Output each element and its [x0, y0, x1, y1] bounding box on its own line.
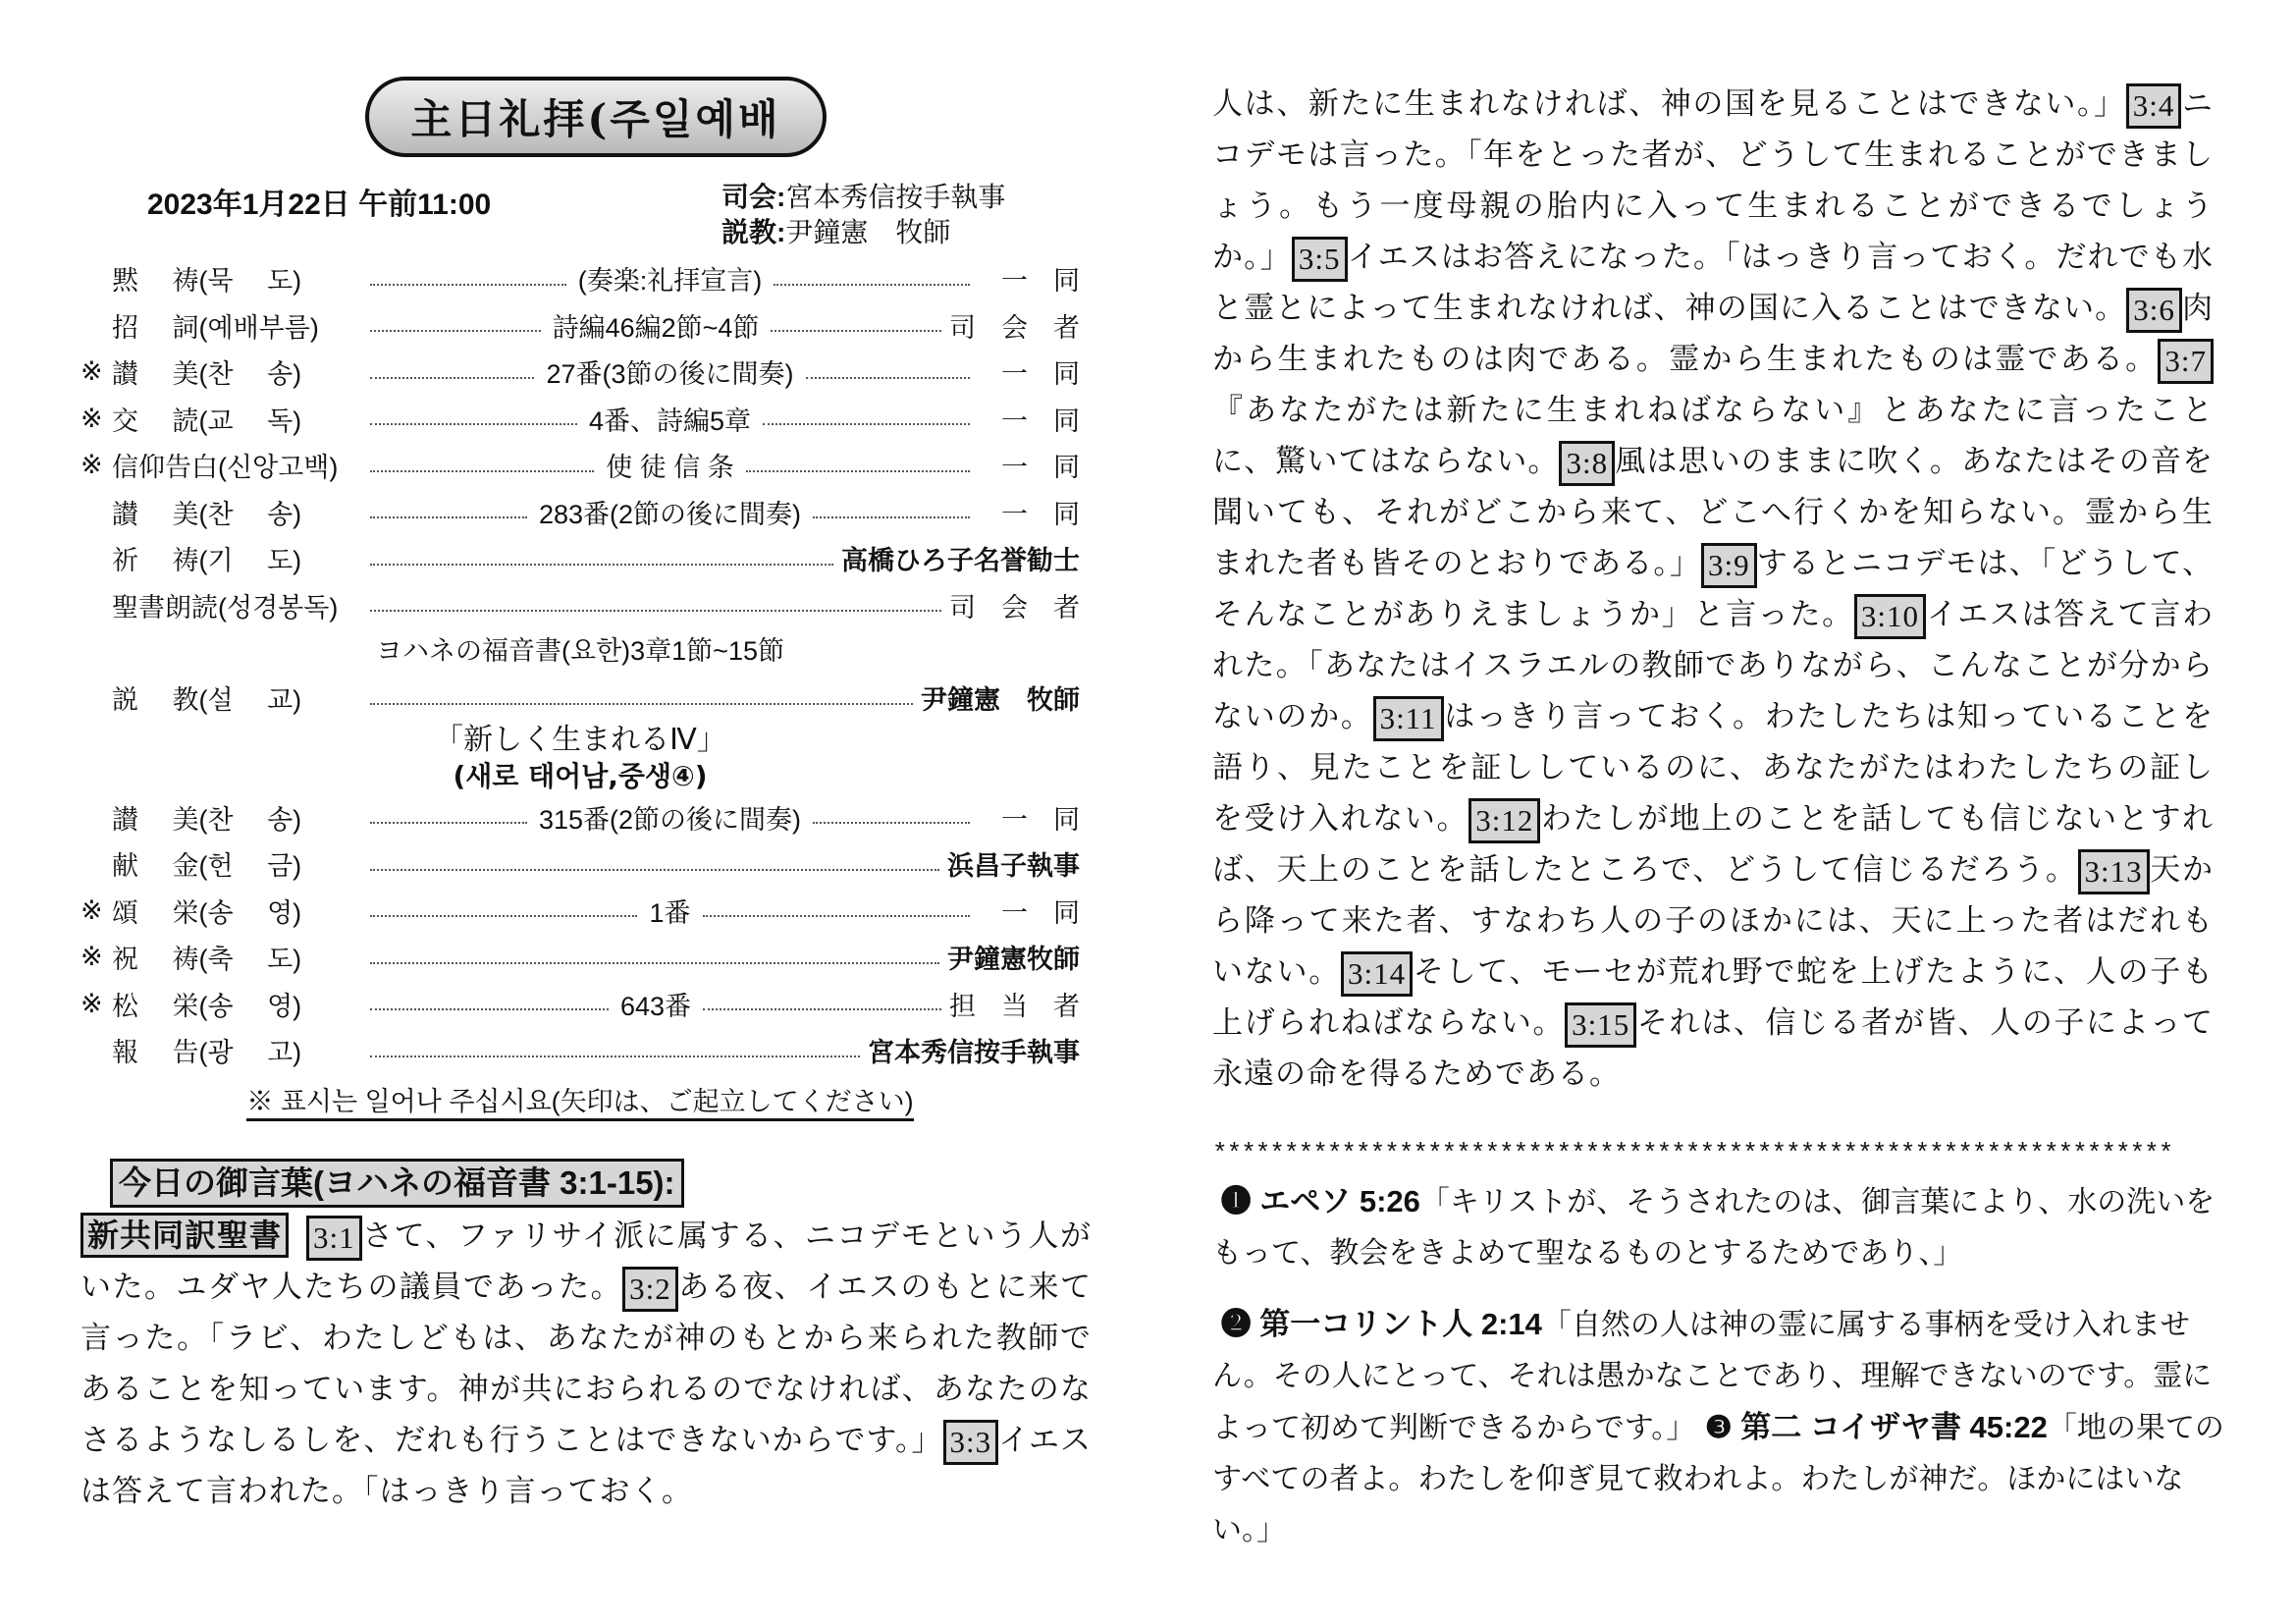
leader-dots — [370, 915, 637, 917]
reference-citation: エペソ 5:26 — [1259, 1184, 1420, 1218]
order-label: 交 読(교 독) — [112, 406, 302, 436]
stand-mark: ※ — [80, 988, 103, 1018]
leader-dots — [370, 423, 577, 425]
verse-text: そして、モーセが荒れ野で蛇を上げたように、人の子も上げられねばならない。 — [1212, 954, 2214, 1041]
order-sermon — [80, 675, 1080, 722]
reference-number: ❶ — [1212, 1184, 1260, 1218]
order-person: 一同 — [1001, 499, 1106, 529]
order-label: 報 告(광 고) — [112, 1038, 302, 1068]
verse-number: 3:4 — [2126, 83, 2182, 129]
order-item: 使 徒 信 条 — [606, 453, 734, 483]
reference-text: 「キリストが、そうされたのは、御言葉により、水の洗いをもって、教会をきよめて聖なるものとするためであり、」 — [1212, 1185, 2216, 1271]
leader-dots — [774, 284, 970, 286]
divider-stars: ******************************************************************* — [1212, 1139, 2173, 1168]
order-label: 祈 祷(기 도) — [112, 546, 302, 576]
verse-number: 3:15 — [1565, 1002, 1636, 1048]
bible-version-label: 新共同訳聖書 — [80, 1213, 289, 1258]
order-person: 一同 — [1001, 406, 1106, 436]
order-person: 高橋ひろ子名誉勧士 — [841, 546, 1080, 576]
verse-number: 3:5 — [1292, 237, 1348, 282]
leader-dots — [370, 962, 939, 964]
stand-mark: ※ — [80, 403, 103, 433]
verse-number: 3:10 — [1854, 594, 1926, 639]
order-row — [80, 934, 1080, 981]
standing-note: ※ 표시는 일어나 주십시요(矢印は、ご起立してください) — [80, 1080, 1080, 1118]
leader-dots — [813, 516, 970, 518]
verse-text: イエスはお答えになった。「はっきり言っておく。だれでも水と霊とによって生まれなければ、神の国に入ることはできない。 — [1212, 240, 2215, 326]
presider-name: 宮本秀信按手執事 — [785, 182, 1006, 212]
leader-dots — [370, 470, 594, 472]
reference-citation: 第一コリント人 2:14 — [1259, 1307, 1542, 1341]
leader-dots — [370, 610, 941, 612]
order-item: 1番 — [649, 897, 691, 928]
sermon-subtitle: (새로 태어남,중생④) — [453, 759, 708, 792]
stand-mark: ※ — [80, 942, 103, 972]
order-row — [80, 794, 1106, 841]
leader-dots — [370, 1056, 860, 1057]
verse-text: ニコデモは言った。「年をとった者が、どうして生まれることができましょう。もう一度母親の胎内に入って生まれることができるでしょうか。」 — [1212, 86, 2215, 275]
reference-text: 「地の果てのすべての者よ。わたしを仰ぎ見て救われよ。わたしが神だ。ほかにはいない。」 — [1212, 1411, 2224, 1547]
order-row — [80, 349, 1105, 396]
leader-dots — [370, 377, 534, 379]
order-label: 松 栄(송 영) — [112, 991, 302, 1021]
leader-dots — [746, 470, 970, 472]
scripture-right-column — [1212, 79, 2214, 1100]
verse-text: 天から降って来た者、すなわち人の子のほかには、天に上った者はだれもいない。 — [1212, 852, 2214, 990]
order-label: 招 詞(예배부름) — [112, 312, 319, 343]
verse-text: 『あなたがたは新たに生まれねばならない』とあなたに言ったことに、驚いてはならない。 — [1212, 393, 2214, 479]
order-label: 説 教(설 교) — [112, 685, 302, 716]
verse-text: さて、ファリサイ派に属する、ニコデモという人がいた。ユダヤ人たちの議員であった。 — [80, 1218, 1092, 1305]
verse-number: 3:13 — [2078, 849, 2150, 894]
verse-number: 3:2 — [622, 1267, 678, 1312]
order-person: 担当者 — [949, 991, 1105, 1021]
todays-word-heading: 今日の御言葉(ヨハネの福音書 3:1-15): — [110, 1159, 684, 1208]
order-label: 讃 美(찬 송) — [112, 359, 302, 390]
leader-dots — [370, 822, 527, 824]
leader-dots — [763, 423, 970, 425]
preacher-name: 尹鐘憲 牧師 — [785, 217, 951, 247]
order-row — [80, 981, 1105, 1028]
leader-dots — [370, 1008, 609, 1010]
order-item: 詩編46編2節~4節 — [552, 312, 760, 343]
order-label: 頌 栄(송 영) — [112, 897, 302, 928]
leader-dots — [370, 284, 566, 286]
order-label: 聖書朗読(성경봉독) — [112, 592, 339, 623]
verse-number: 3:6 — [2126, 288, 2182, 333]
stand-mark: ※ — [80, 450, 103, 480]
verse-text: それは、信じる者が皆、人の子によって永遠の命を得るためである。 — [1212, 1005, 2215, 1092]
order-row — [80, 255, 1106, 302]
sermon-title: 「新しく生まれるⅣ」 — [434, 723, 726, 756]
order-item: (奏楽:礼拝宣言) — [577, 266, 763, 297]
verse-number: 3:11 — [1373, 696, 1444, 741]
order-person: 司会者 — [949, 312, 1105, 343]
stand-mark: ※ — [80, 356, 103, 387]
verse-number: 3:1 — [306, 1216, 362, 1261]
order-row — [80, 1027, 1080, 1074]
reference-text: 「自然の人は神の霊に属する事柄を受け入れません。その人にとって、それは愚かなことであり、理解できないのです。霊によって初めて判断できるからです。」 — [1212, 1308, 2213, 1445]
verse-text: 人は、新たに生まれなければ、神の国を見ることはできない。」 — [1212, 86, 2126, 122]
preacher-line — [721, 215, 1005, 250]
presider-line — [721, 180, 1005, 215]
order-of-worship — [80, 255, 1106, 1118]
order-label: 信仰告白(신앙고백) — [112, 453, 339, 483]
verse-number: 3:8 — [1559, 441, 1615, 486]
service-title: 主日礼拝(주일예배 — [365, 77, 827, 157]
order-row — [80, 582, 1105, 629]
order-list-before — [80, 255, 1106, 628]
order-item: 4番、詩編5章 — [588, 406, 752, 436]
order-label: 献 金(헌 금) — [112, 851, 302, 882]
reference-citation: 第二 コイザヤ書 45:22 — [1740, 1410, 2048, 1444]
reading-passage: ヨハネの福音書(요한)3章1節~15節 — [376, 636, 784, 666]
leader-dots — [370, 516, 527, 518]
order-item: 283番(2節の後に間奏) — [538, 499, 802, 529]
cross-reference — [1212, 1176, 2233, 1279]
order-label: 黙 祷(묵 도) — [112, 266, 302, 297]
preacher-label: 説教: — [721, 217, 786, 247]
reference-number: ❸ — [1704, 1410, 1741, 1444]
order-person: 一同 — [1001, 897, 1105, 928]
leader-dots — [370, 564, 833, 566]
cross-references — [1212, 1176, 2233, 1576]
verse-text: はっきり言っておく。わたしたちは知っていることを語り、見たことを証ししているのに、あなたがたはわたしたちの証しを受け入れない。 — [1212, 699, 2214, 837]
order-item: 643番 — [619, 991, 692, 1021]
verse-number: 3:9 — [1701, 543, 1757, 588]
order-person: 尹鐘憲牧師 — [947, 945, 1080, 975]
order-row — [80, 535, 1080, 582]
order-list-after — [80, 794, 1106, 1074]
stand-mark: ※ — [80, 894, 103, 925]
order-row — [80, 302, 1105, 350]
order-person: 浜昌子執事 — [947, 851, 1080, 882]
verse-number: 3:7 — [2158, 339, 2214, 384]
leader-dots — [806, 377, 970, 379]
verse-number: 3:12 — [1468, 798, 1540, 843]
leader-dots — [703, 915, 970, 917]
order-row — [80, 396, 1106, 443]
leader-dots — [370, 869, 939, 871]
verse-text: するとニコデモは、「どうして、そんなことがありえましょうか」と言った。 — [1212, 546, 2214, 632]
order-person: 一同 — [1001, 453, 1106, 483]
leader-dots — [771, 330, 941, 332]
order-person: 一同 — [1001, 359, 1105, 390]
order-row — [80, 840, 1080, 888]
order-item: 315番(2節の後に間奏) — [538, 804, 802, 835]
order-row — [80, 442, 1106, 489]
leader-dots — [370, 703, 913, 705]
verse-number: 3:3 — [943, 1420, 999, 1465]
leader-dots — [813, 822, 970, 824]
presider-label: 司会: — [721, 182, 786, 212]
verse-text: 肉から生まれたものは肉である。霊から生まれたものは霊である。 — [1212, 291, 2215, 377]
order-person: 司会者 — [949, 592, 1105, 623]
order-person: 一同 — [1001, 804, 1106, 835]
order-person: 宮本秀信按手執事 — [868, 1038, 1080, 1068]
verse-text: イエスは答えて言われた。「あなたはイスラエルの教師でありながら、こんなことが分からないのか。 — [1212, 597, 2214, 734]
order-label: 祝 祷(축 도) — [112, 945, 302, 975]
reference-number: ❷ — [1212, 1307, 1260, 1341]
order-item: 27番(3節の後に間奏) — [546, 359, 794, 390]
leader-dots — [703, 1008, 941, 1010]
order-person: 一同 — [1001, 266, 1106, 297]
order-row — [80, 489, 1106, 536]
verse-text: わたしが地上のことを話しても信じないとすれば、天上のことを話したところで、どうして信じるだろう。 — [1212, 801, 2215, 888]
order-row — [80, 675, 1080, 722]
verse-text: 風は思いのままに吹く。あなたはその音を聞いても、それがどこから来て、どこへ行くかを知らない。霊から生まれた者も皆そのとおりである。」 — [1212, 444, 2214, 581]
service-staff — [721, 180, 1005, 250]
verse-text: イエスは答えて言われた。「はっきり言っておく。 — [80, 1423, 1092, 1509]
verse-text: ある夜、イエスのもとに来て言った。「ラビ、わたしどもは、あなたが神のもとから来られた教師であることを知っています。神が共におられるのでなければ、あなたのなさるようなしるしを、だれも行うことはできないからです。」 — [80, 1270, 1092, 1458]
order-label: 讃 美(찬 송) — [112, 499, 302, 529]
cross-reference — [1212, 1299, 2233, 1556]
scripture-left-column — [80, 1211, 1092, 1517]
service-date: 2023年1月22日 午前11:00 — [147, 189, 492, 221]
order-row — [80, 888, 1105, 935]
order-label: 讃 美(찬 송) — [112, 804, 302, 835]
order-person: 尹鐘憲 牧師 — [921, 685, 1080, 716]
leader-dots — [370, 330, 541, 332]
verse-number: 3:14 — [1341, 951, 1413, 997]
